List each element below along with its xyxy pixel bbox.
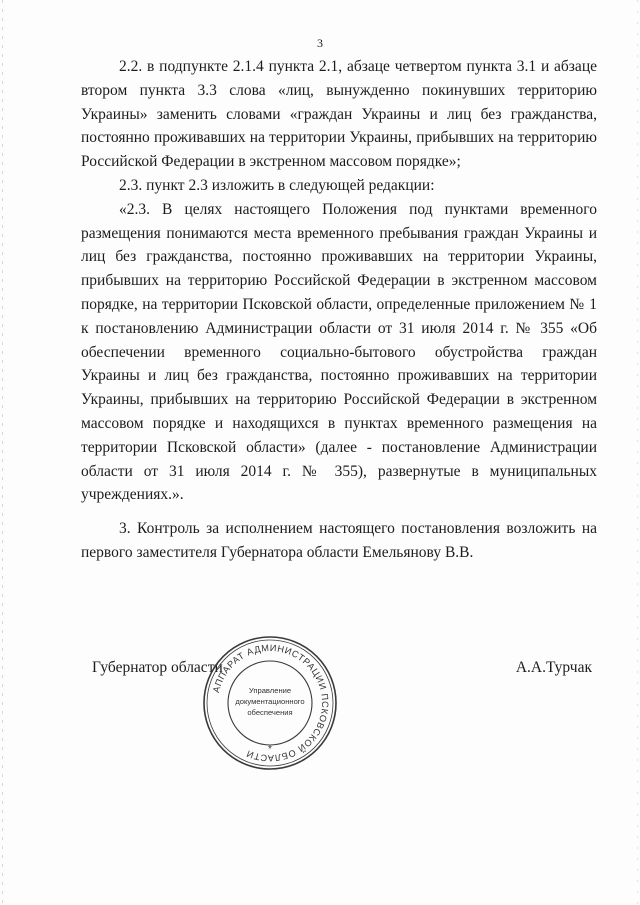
stamp-center-line3: обеспечения bbox=[247, 708, 293, 717]
document-body bbox=[81, 55, 597, 565]
stamp-center-line1: Управление bbox=[248, 686, 292, 695]
signatory-name: А.А.Турчак bbox=[515, 659, 592, 676]
stamp-ring-text: АППАРАТ АДМИНИСТРАЦИИ ПСКОВСКОЙ ОБЛАСТИ bbox=[211, 642, 331, 764]
official-stamp bbox=[200, 633, 340, 773]
paragraph-2-2: 2.2. в подпункте 2.1.4 пункта 2.1, абзаце четвертом пункта 3.1 и абзаце втором пункта 3.3 слова «лиц, вынужденно покинувших территорию Украины» заменить словами «граждан Украины и лиц без гражданства, постоянно проживавших на территории Украины, прибывших на территорию Российской Федерации в экстренном массовом порядке»; bbox=[81, 58, 597, 171]
paragraph-2-3-text: «2.3. В целях настоящего Положения под пунктами временного размещения понимаются места временного пребывания граждан Украины и лиц без гражданства, постоянно проживавших на территории Украины, прибывших на территорию Российской Федерации в экстренном массовом порядке, на территории Псковской области, определенные приложением № 1 к постановлению Администрации области от 31 июля 2014 г. № 355 «Об обеспечении временного социально-бытового обустройства граждан Украины и лиц без гражданства, постоянно проживавших на территории Украины, прибывших на территорию Российской Федерации в экстренном массовом порядке и находящихся в пунктах временного размещения на территории Псковской области» (далее - постановление Администрации области от 31 июля 2014 г. № 355), развернутые в муниципальных учреждениях.». bbox=[81, 200, 597, 504]
stamp-seal-icon bbox=[200, 633, 340, 773]
stamp-star-icon: * bbox=[268, 744, 272, 755]
scan-edge-right bbox=[637, 0, 638, 905]
scan-edge-left bbox=[2, 0, 3, 905]
stamp-center-line2: документационного bbox=[235, 697, 305, 706]
paragraph-2-3-intro: 2.3. пункт 2.3 изложить в следующей редакции: bbox=[119, 176, 435, 194]
signatory-title: Губернатор области bbox=[92, 659, 223, 676]
page-number: 3 bbox=[317, 36, 323, 50]
paragraph-3: 3. Контроль за исполнением настоящего постановления возложить на первого заместителя Губернатора области Емельянову В.В. bbox=[81, 520, 597, 561]
